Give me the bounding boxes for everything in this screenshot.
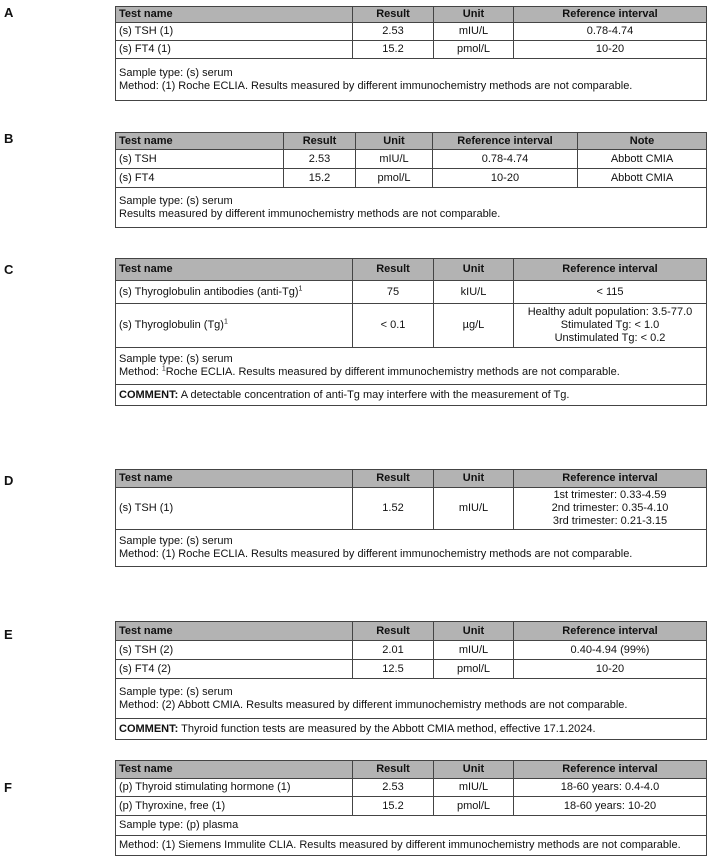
method: Method: (2) Abbott CMIA. Results measured by different immunochemistry methods are not comparable. xyxy=(119,698,628,711)
result: < 0.1 xyxy=(353,304,434,348)
comment xyxy=(116,719,707,740)
result: 75 xyxy=(353,281,434,304)
sample-type: Sample type: (s) serum xyxy=(119,353,233,365)
unit: µg/L xyxy=(434,304,514,348)
footnote-mark: 1 xyxy=(223,318,228,326)
unit: mIU/L xyxy=(434,23,514,41)
result: 1.52 xyxy=(353,488,434,530)
test-name: (p) Thyroid stimulating hormone (1) xyxy=(116,779,353,797)
test-name xyxy=(116,281,353,304)
col-test-name: Test name xyxy=(116,761,353,779)
col-result: Result xyxy=(353,761,434,779)
reference: 0.40-4.94 (99%) xyxy=(514,641,707,660)
reference-line: Healthy adult population: 3.5-77.0 xyxy=(527,306,693,318)
test-name: (s) FT4 (1) xyxy=(116,41,353,59)
comment xyxy=(116,385,707,406)
reference: 10-20 xyxy=(514,41,707,59)
method xyxy=(119,366,703,379)
col-unit: Unit xyxy=(434,470,514,488)
header-row xyxy=(116,259,707,281)
notes xyxy=(116,188,707,228)
unit: mIU/L xyxy=(434,488,514,530)
reference: 0.78-4.74 xyxy=(433,150,578,169)
col-note: Note xyxy=(578,133,707,150)
unit: pmol/L xyxy=(434,797,514,816)
results-table-e xyxy=(115,621,707,740)
note: Abbott CMIA xyxy=(578,169,707,188)
note: Abbott CMIA xyxy=(578,150,707,169)
col-result: Result xyxy=(284,133,356,150)
result: 2.01 xyxy=(353,641,434,660)
test-name xyxy=(116,304,353,348)
unit: pmol/L xyxy=(356,169,433,188)
unit: pmol/L xyxy=(434,660,514,679)
table-row xyxy=(116,169,707,188)
comment-text: Thyroid function tests are measured by the Abbott CMIA method, effective 17.1.2024. xyxy=(178,722,596,735)
unit: kIU/L xyxy=(434,281,514,304)
panel-label-a: A xyxy=(4,5,14,20)
table-row xyxy=(116,779,707,797)
table-row xyxy=(116,797,707,816)
header-row xyxy=(116,622,707,641)
test-name: (s) FT4 (2) xyxy=(116,660,353,679)
result: 15.2 xyxy=(284,169,356,188)
result: 15.2 xyxy=(353,797,434,816)
col-test-name: Test name xyxy=(116,470,353,488)
table-row xyxy=(116,641,707,660)
footnote-mark: 1 xyxy=(161,365,166,373)
table-row xyxy=(116,150,707,169)
test-name-text: (s) Thyroglobulin (Tg) xyxy=(119,319,224,331)
table-row xyxy=(116,281,707,304)
col-test-name: Test name xyxy=(116,622,353,641)
col-test-name: Test name xyxy=(116,259,353,281)
comment-label: COMMENT: xyxy=(119,722,179,735)
test-name: (s) TSH (1) xyxy=(116,23,353,41)
table-row xyxy=(116,304,707,348)
reference-line: 3rd trimester: 0.21-3.15 xyxy=(552,515,668,527)
reference: 10-20 xyxy=(433,169,578,188)
notes xyxy=(116,530,707,567)
col-result: Result xyxy=(353,7,434,23)
result: 2.53 xyxy=(353,23,434,41)
results-table-d xyxy=(115,469,707,567)
test-name-text: (s) Thyroglobulin antibodies (anti-Tg) xyxy=(119,285,299,298)
notes xyxy=(116,59,707,101)
notes xyxy=(116,679,707,719)
method: Method: (1) Roche ECLIA. Results measured by different immunochemistry methods are not comparable. xyxy=(119,79,633,92)
table-row xyxy=(116,660,707,679)
col-unit: Unit xyxy=(434,259,514,281)
method: Method: (1) Siemens Immulite CLIA. Results measured by different immunochemistry methods are not comparable. xyxy=(116,836,707,856)
result: 12.5 xyxy=(353,660,434,679)
sample-type: Sample type: (s) serum xyxy=(119,66,233,79)
unit: mIU/L xyxy=(356,150,433,169)
header-row xyxy=(116,470,707,488)
result: 2.53 xyxy=(284,150,356,169)
notes xyxy=(116,348,707,385)
results-table-f xyxy=(115,760,707,856)
reference xyxy=(514,488,707,530)
header-row xyxy=(116,7,707,23)
method-prefix: Method: xyxy=(119,366,162,378)
col-reference: Reference interval xyxy=(514,761,707,779)
col-reference: Reference interval xyxy=(514,7,707,23)
panel-label-b: B xyxy=(4,131,14,146)
col-unit: Unit xyxy=(434,7,514,23)
unit: mIU/L xyxy=(434,779,514,797)
sample-type: Sample type: (s) serum xyxy=(119,685,233,698)
panel-label-f: F xyxy=(4,780,12,795)
col-result: Result xyxy=(353,622,434,641)
results-table-b xyxy=(115,132,707,228)
col-test-name: Test name xyxy=(116,133,284,150)
col-reference: Reference interval xyxy=(514,259,707,281)
sample-type: Sample type: (p) plasma xyxy=(116,816,707,836)
col-test-name: Test name xyxy=(116,7,353,23)
method-text: Roche ECLIA. Results measured by different immunochemistry methods are not comparable. xyxy=(165,366,620,378)
results-table-c xyxy=(115,258,707,406)
reference: 10-20 xyxy=(514,660,707,679)
result: 2.53 xyxy=(353,779,434,797)
col-reference: Reference interval xyxy=(433,133,578,150)
footnote-mark: 1 xyxy=(298,284,303,292)
test-name: (s) TSH xyxy=(116,150,284,169)
col-unit: Unit xyxy=(356,133,433,150)
reference-line: Stimulated Tg: < 1.0 xyxy=(560,319,660,331)
panel-label-d: D xyxy=(4,473,14,488)
unit: pmol/L xyxy=(434,41,514,59)
reference-line: Unstimulated Tg: < 0.2 xyxy=(554,332,666,344)
col-result: Result xyxy=(353,470,434,488)
col-unit: Unit xyxy=(434,761,514,779)
test-name: (s) FT4 xyxy=(116,169,284,188)
sample-type: Sample type: (s) serum xyxy=(119,535,233,547)
sample-type: Sample type: (s) serum xyxy=(119,194,233,207)
table-row xyxy=(116,23,707,41)
table-row xyxy=(116,41,707,59)
reference-line: 2nd trimester: 0.35-4.10 xyxy=(551,502,669,514)
reference: 18-60 years: 0.4-4.0 xyxy=(514,779,707,797)
col-result: Result xyxy=(353,259,434,281)
result: 15.2 xyxy=(353,41,434,59)
method: Method: (1) Roche ECLIA. Results measured by different immunochemistry methods are not comparable. xyxy=(119,548,633,560)
col-unit: Unit xyxy=(434,622,514,641)
test-name: (s) TSH (2) xyxy=(116,641,353,660)
unit: mIU/L xyxy=(434,641,514,660)
test-name: (p) Thyroxine, free (1) xyxy=(116,797,353,816)
reference xyxy=(514,304,707,348)
col-reference: Reference interval xyxy=(514,622,707,641)
panel-label-c: C xyxy=(4,262,14,277)
reference: 0.78-4.74 xyxy=(514,23,707,41)
table-row xyxy=(116,488,707,530)
results-table-a xyxy=(115,6,707,101)
panel-label-e: E xyxy=(4,627,13,642)
method: Results measured by different immunochemistry methods are not comparable. xyxy=(119,207,501,220)
test-name: (s) TSH (1) xyxy=(116,488,353,530)
reference: < 115 xyxy=(514,281,707,304)
reference: 18-60 years: 10-20 xyxy=(514,797,707,816)
header-row xyxy=(116,133,707,150)
comment-text: A detectable concentration of anti-Tg may interfere with the measurement of Tg. xyxy=(178,388,570,401)
col-reference: Reference interval xyxy=(514,470,707,488)
header-row xyxy=(116,761,707,779)
reference-line: 1st trimester: 0.33-4.59 xyxy=(553,489,667,501)
comment-label: COMMENT: xyxy=(119,388,179,401)
